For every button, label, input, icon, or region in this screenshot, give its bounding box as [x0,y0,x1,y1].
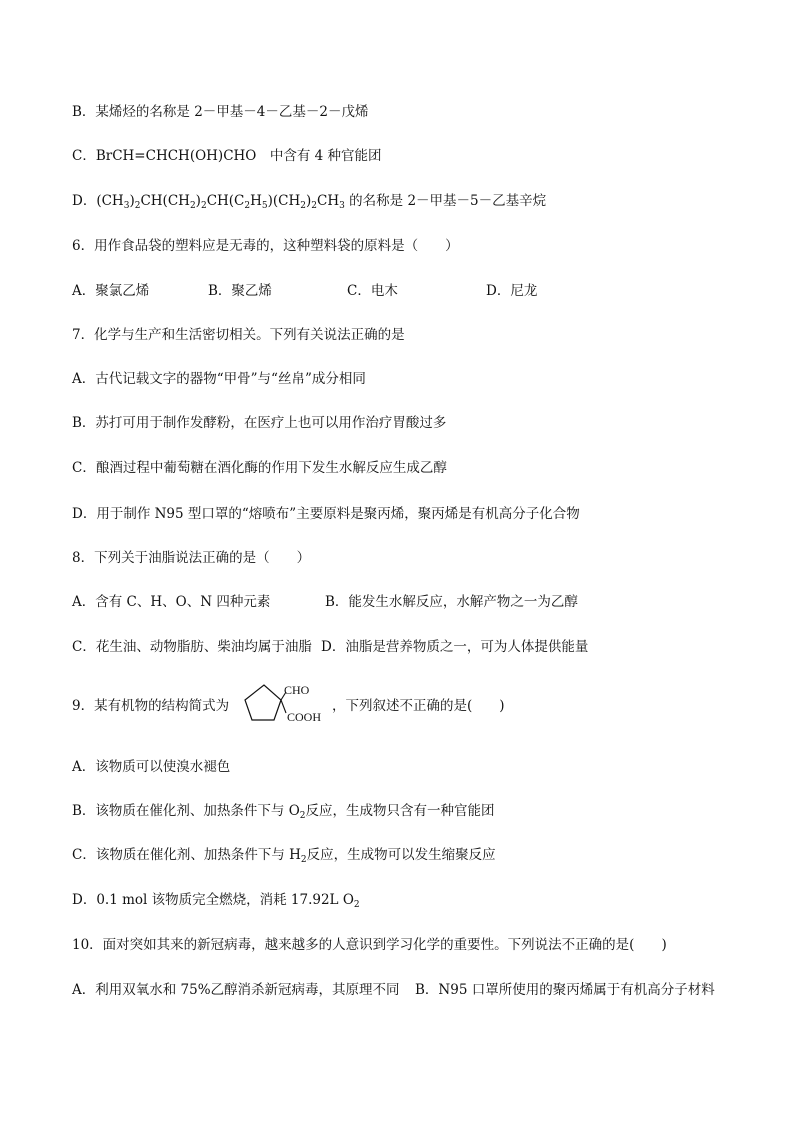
option-text: 反应，生成物可以发生缩聚反应 [306,847,496,863]
formula-part: D．(CH [72,193,124,209]
subscript: 2 [189,201,196,211]
q9-stem-start: 9．某有机物的结构简式为 [72,698,230,714]
q10-stem: 10．面对突如其来的新冠病毒，越来越多的人意识到学习化学的重要性。下列说法不正确的是( ) [72,937,667,953]
formula-part: 的名称是 2－甲基－5－乙基辛烷 [344,193,547,209]
formula-part: CH(C [206,193,245,209]
subscript: 2 [134,201,141,211]
q8-option-a: A．含有 C、H、O、N 四种元素 [72,594,271,610]
subscript: 2 [200,201,207,211]
option-text: C．该物质在催化剂、加热条件下与 H [72,847,301,863]
cyclopentane-ring [245,685,281,720]
q7-option-b: B．苏打可用于制作发酵粉，在医疗上也可以用作治疗胃酸过多 [72,415,447,431]
formula-part: H [250,193,262,209]
q9-option-a: A．该物质可以使溴水褪色 [72,759,231,775]
q8-stem: 8．下列关于油脂说法正确的是（ ） [72,550,311,566]
q6-option-d: D．尼龙 [486,283,538,299]
q6-option-a: A．聚氯乙烯 [72,283,150,299]
formula-part: CH(CH [140,193,190,209]
q5-option-b: B．某烯烃的名称是 2－甲基－4－乙基－2－戊烯 [72,104,369,120]
q8-option-b: B．能发生水解反应，水解产物之一为乙醇 [325,594,578,610]
q9-option-c [72,846,496,864]
q7-option-d: D．用于制作 N95 型口罩的“熔喷布”主要原料是聚丙烯，聚丙烯是有机高分子化合物 [72,506,580,522]
q8-option-d: D．油脂是营养物质之一，可为人体提供能量 [321,639,589,655]
subscript: 2 [300,855,307,865]
q10-option-b: B．N95 口罩所使用的聚丙烯属于有机高分子材料 [415,982,715,998]
formula-part: CH [317,193,340,209]
bond-cooh [281,700,286,713]
cooh-label: COOH [287,710,322,724]
subscript: 2 [311,201,318,211]
subscript: 5 [261,201,268,211]
subscript: 2 [299,811,306,821]
q6-option-b: B．聚乙烯 [208,283,272,299]
formula-part: ) [195,193,201,209]
structural-formula [233,680,329,728]
q5-option-c: C．BrCH=CHCH(OH)CHO 中含有 4 种官能团 [72,148,382,164]
subscript: 3 [339,201,345,211]
formula-part: ) [306,193,312,209]
formula-part: )(CH [267,193,301,209]
option-text: D．0.1 mol 该物质完全燃烧，消耗 17.92L O [72,892,354,908]
option-text: B．该物质在催化剂、加热条件下与 O [72,803,300,819]
q6-option-c: C．电木 [347,283,398,299]
formula-part: ) [129,193,135,209]
subscript: 3 [123,201,130,211]
q9-option-d [72,891,360,909]
cho-label: CHO [284,683,310,697]
q9-option-b [72,802,495,820]
q10-option-a: A．利用双氧水和 75%乙醇消杀新冠病毒，其原理不同 [72,982,400,998]
q8-option-c: C．花生油、动物脂肪、柴油均属于油脂 [72,639,312,655]
subscript: 2 [353,900,360,910]
q7-stem: 7．化学与生产和生活密切相关。下列有关说法正确的是 [72,327,405,343]
option-text: 反应，生成物只含有一种官能团 [305,803,495,819]
q5-option-d [72,192,546,210]
q7-option-c: C．酿酒过程中葡萄糖在酒化酶的作用下发生水解反应生成乙醇 [72,460,447,476]
subscript: 2 [244,201,251,211]
q6-stem: 6．用作食品袋的塑料应是无毒的，这种塑料袋的原料是（ ） [72,238,459,254]
q7-option-a: A．古代记载文字的器物“甲骨”与“丝帛”成分相同 [72,371,366,387]
q9-stem-end: ，下列叙述不正确的是( ) [332,698,505,714]
subscript: 2 [300,201,307,211]
